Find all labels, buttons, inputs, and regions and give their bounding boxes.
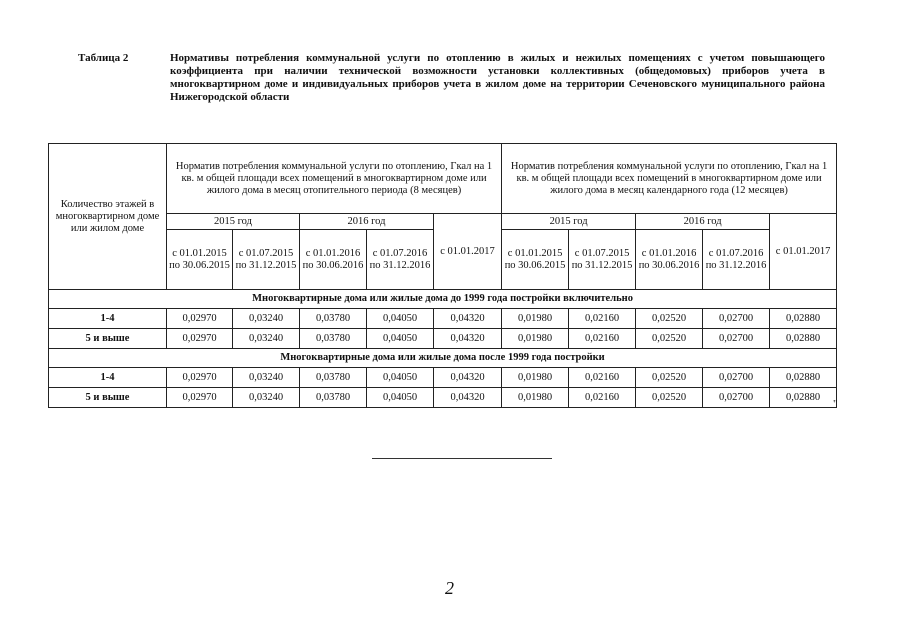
- value-cell: 0,04050: [367, 388, 434, 408]
- value-cell: 0,04320: [434, 388, 502, 408]
- period-header: с 01.01.2015 по 30.06.2015: [167, 230, 233, 290]
- value-cell: 0,02160: [569, 388, 636, 408]
- year-2015-header: 2015 год: [502, 214, 636, 230]
- value-cell: 0,03240: [233, 309, 300, 329]
- period-2017-header: с 01.01.2017: [434, 214, 502, 290]
- table-label: Таблица 2: [78, 52, 129, 64]
- value-cell: 0,02520: [636, 329, 703, 349]
- value-cell: 0,01980: [502, 368, 569, 388]
- value-cell: 0,04320: [434, 309, 502, 329]
- period-header: с 01.07.2016 по 31.12.2016: [367, 230, 434, 290]
- period-header: с 01.07.2016 по 31.12.2016: [703, 230, 770, 290]
- value-cell: 0,02970: [167, 368, 233, 388]
- period-header: с 01.07.2015 по 31.12.2015: [233, 230, 300, 290]
- page-number: 2: [445, 578, 454, 598]
- row-label: 5 и выше: [49, 388, 167, 408]
- separator-line: [372, 458, 552, 459]
- row-label: 1-4: [49, 309, 167, 329]
- value-cell: 0,02700: [703, 388, 770, 408]
- value-cell: 0,02880: [770, 309, 837, 329]
- table-row: [49, 309, 837, 329]
- value-cell: 0,01980: [502, 388, 569, 408]
- value-cell: 0,04050: [367, 368, 434, 388]
- year-2016-header: 2016 год: [636, 214, 770, 230]
- value-cell: 0,02520: [636, 309, 703, 329]
- group-header-heating-period: Норматив потребления коммунальной услуги по отоплению, Гкал на 1 кв. м общей площади всех помещений в многоквартирном доме или жилого дома в месяц отопительного периода (8 месяцев): [167, 144, 502, 214]
- period-header: с 01.01.2015 по 30.06.2015: [502, 230, 569, 290]
- table-row: [49, 388, 837, 408]
- value-cell: 0,04320: [434, 368, 502, 388]
- value-cell: 0,04320: [434, 329, 502, 349]
- value-cell: 0,04050: [367, 329, 434, 349]
- value-cell: 0,04050: [367, 309, 434, 329]
- period-header: с 01.01.2016 по 30.06.2016: [636, 230, 703, 290]
- row-label: 5 и выше: [49, 329, 167, 349]
- value-cell: 0,02160: [569, 368, 636, 388]
- value-cell: 0,01980: [502, 329, 569, 349]
- year-2016-header: 2016 год: [300, 214, 434, 230]
- period-header: с 01.07.2015 по 31.12.2015: [569, 230, 636, 290]
- value-cell: 0,02880: [770, 329, 837, 349]
- value-cell: 0,03240: [233, 388, 300, 408]
- section-title: Многоквартирные дома или жилые дома после 1999 года постройки: [49, 349, 837, 368]
- value-cell: 0,02880: [770, 388, 837, 408]
- value-cell: 0,02700: [703, 368, 770, 388]
- value-cell: 0,02520: [636, 388, 703, 408]
- value-cell: 0,03780: [300, 309, 367, 329]
- value-cell: 0,02970: [167, 329, 233, 349]
- year-2015-header: 2015 год: [167, 214, 300, 230]
- value-cell: 0,02700: [703, 329, 770, 349]
- table-title: Нормативы потребления коммунальной услуги по отоплению в жилых и нежилых помещениях с учетом повышающего коэффициента при наличии технической возможности установки коллективных (общедомовых) приборов учета в многоквартирном доме и индивидуальных приборов учета в жилом доме на территории Сеченовского муниципального района Нижегородской области: [170, 52, 825, 103]
- value-cell: 0,02970: [167, 388, 233, 408]
- period-2017-header: с 01.01.2017: [770, 214, 837, 290]
- value-cell: 0,03780: [300, 388, 367, 408]
- value-cell: 0,03240: [233, 368, 300, 388]
- row-label: 1-4: [49, 368, 167, 388]
- value-cell: 0,01980: [502, 309, 569, 329]
- row-header-cell: Количество этажей в многоквартирном доме или жилом доме: [49, 144, 167, 290]
- value-cell: 0,03240: [233, 329, 300, 349]
- value-cell: 0,02160: [569, 309, 636, 329]
- section-title: Многоквартирные дома или жилые дома до 1999 года постройки включительно: [49, 290, 837, 309]
- value-cell: 0,03780: [300, 368, 367, 388]
- value-cell: 0,02970: [167, 309, 233, 329]
- group-header-calendar-year: Норматив потребления коммунальной услуги по отоплению, Гкал на 1 кв. м общей площади всех помещений в многоквартирном доме или жилого дома в месяц календарного года (12 месяцев): [502, 144, 837, 214]
- closing-quote: ": [833, 398, 838, 410]
- value-cell: 0,02520: [636, 368, 703, 388]
- value-cell: 0,02160: [569, 329, 636, 349]
- period-header: с 01.01.2016 по 30.06.2016: [300, 230, 367, 290]
- value-cell: 0,03780: [300, 329, 367, 349]
- norms-table: [48, 143, 837, 408]
- value-cell: 0,02700: [703, 309, 770, 329]
- value-cell: 0,02880: [770, 368, 837, 388]
- table-row: [49, 368, 837, 388]
- table-row: [49, 329, 837, 349]
